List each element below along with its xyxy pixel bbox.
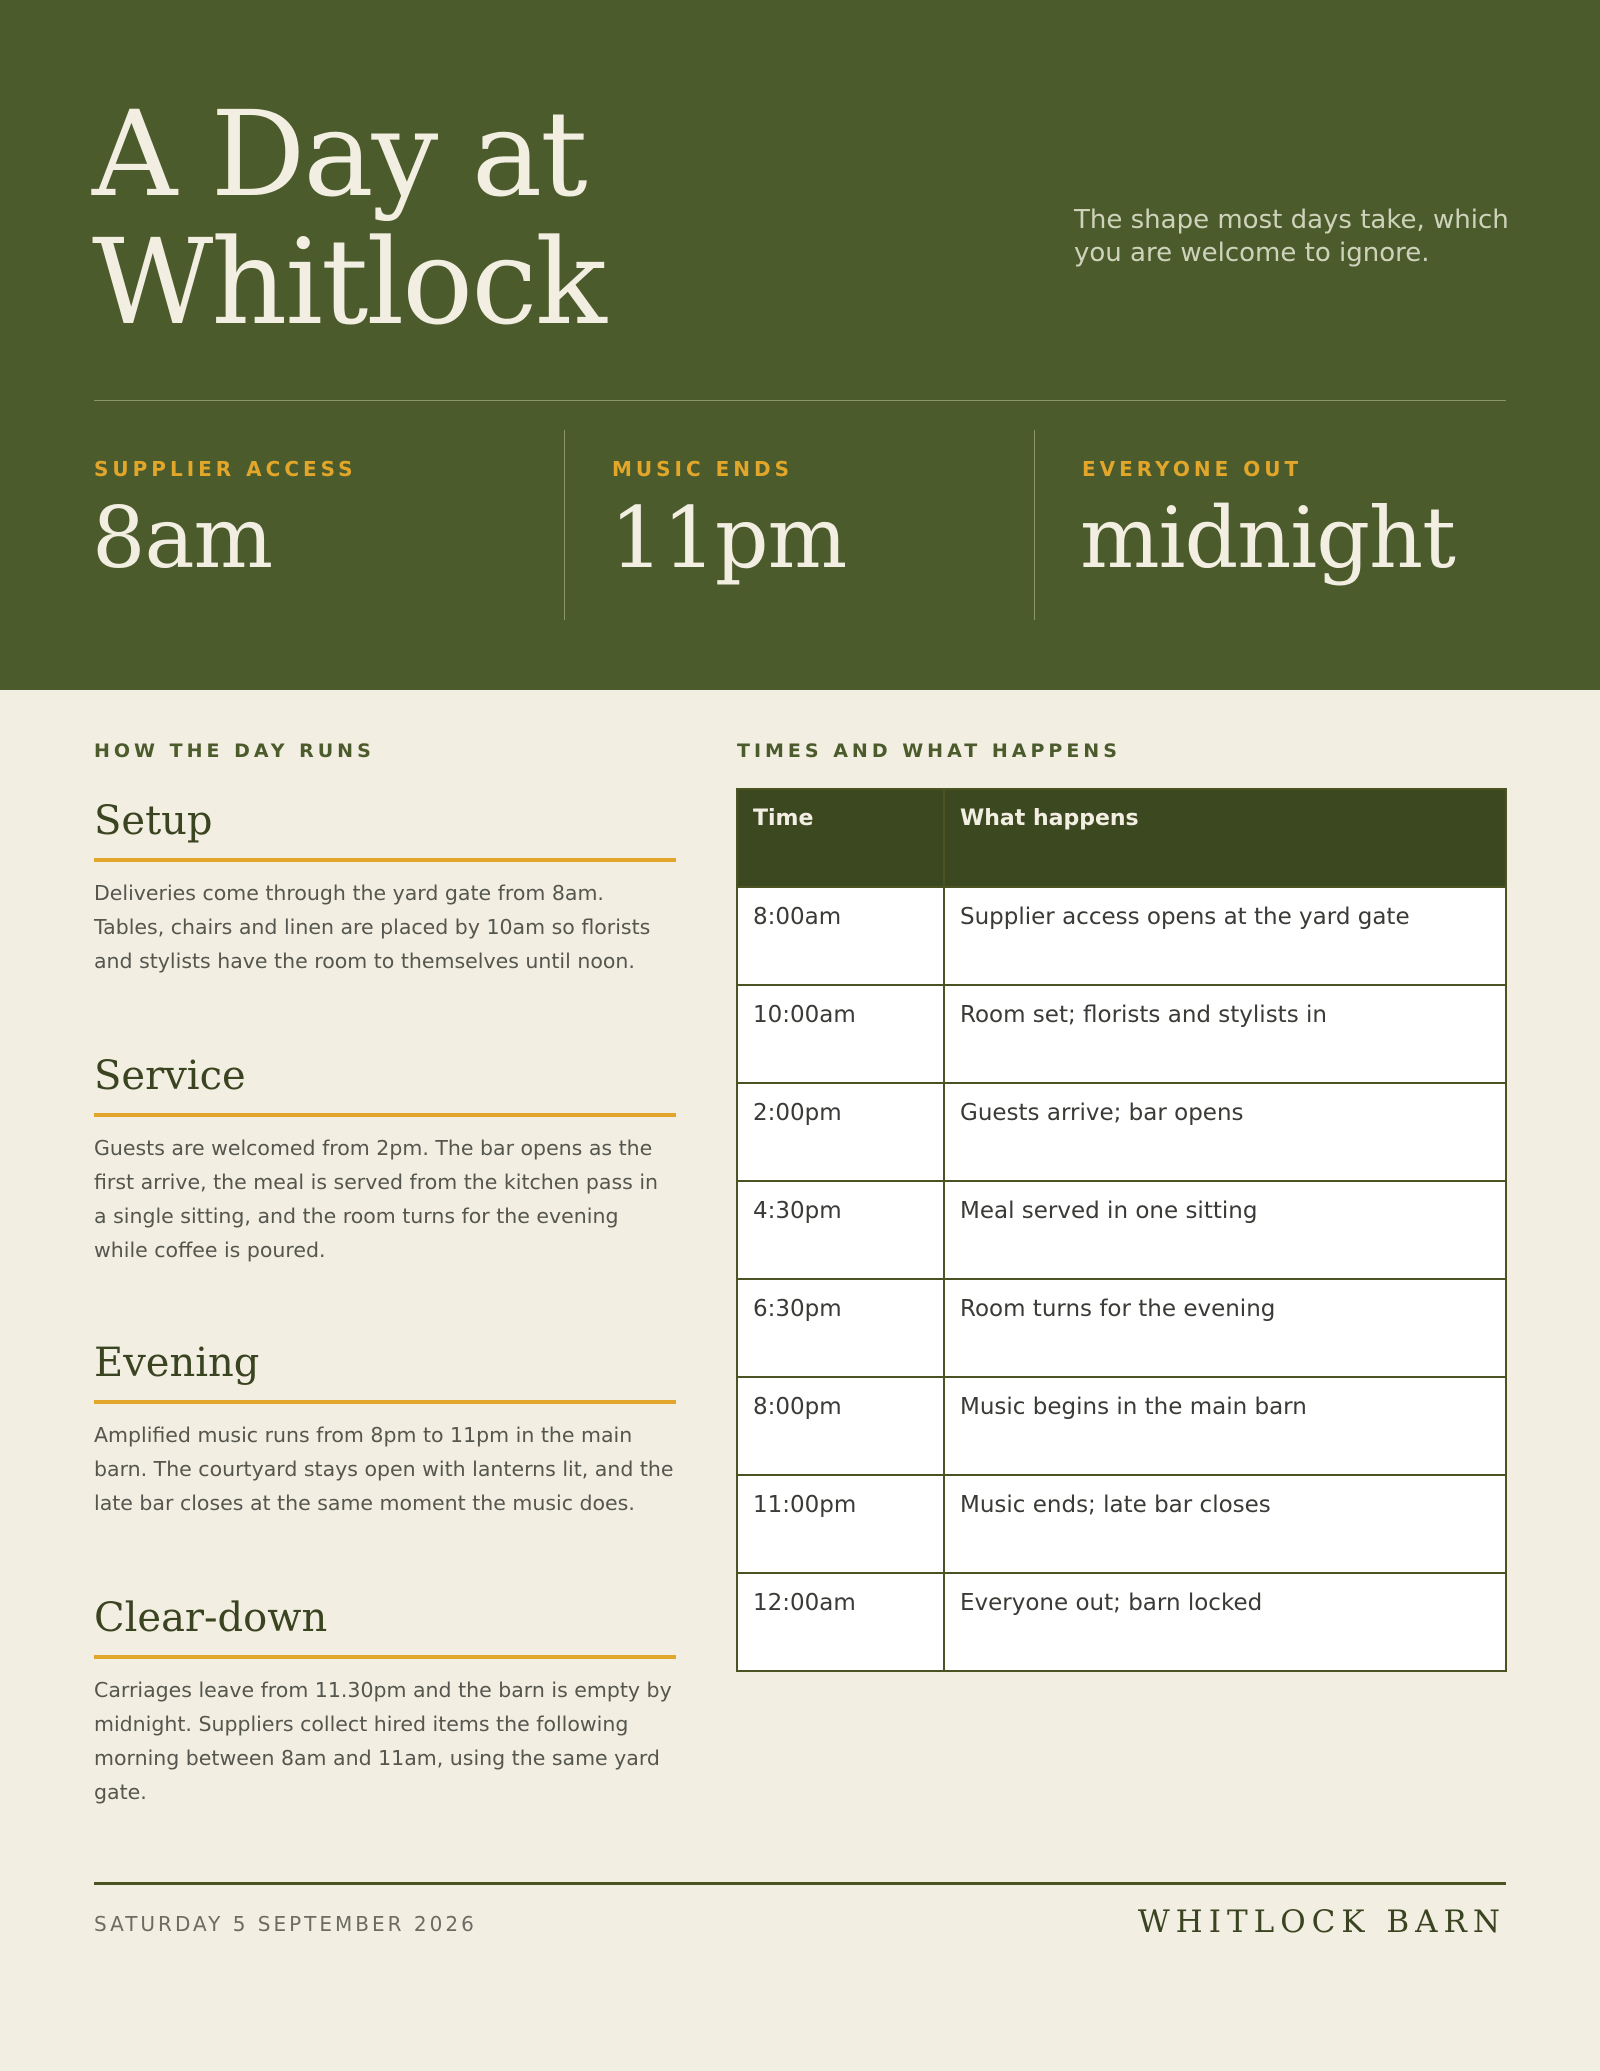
phase-title: Setup bbox=[94, 796, 676, 862]
stat-everyone-out bbox=[1082, 430, 1512, 620]
cell-event: Guests arrive; bar opens bbox=[944, 1083, 1506, 1181]
page-subtitle: The shape most days take, which you are welcome to ignore. bbox=[1074, 205, 1509, 268]
table-row bbox=[737, 1279, 1506, 1377]
cell-time: 11:00pm bbox=[737, 1475, 944, 1573]
cell-time: 8:00am bbox=[737, 887, 944, 985]
cell-event: Music begins in the main barn bbox=[944, 1377, 1506, 1475]
stat-supplier-access bbox=[94, 430, 534, 620]
stat-value: midnight bbox=[1080, 489, 1455, 587]
stat-music-ends bbox=[612, 430, 1032, 620]
table-header-row bbox=[737, 789, 1506, 887]
table-row bbox=[737, 1377, 1506, 1475]
cell-time: 6:30pm bbox=[737, 1279, 944, 1377]
phase-body: Deliveries come through the yard gate from 8am. Tables, chairs and linen are placed by 10am so florists and stylists have the room to themselves until noon. bbox=[94, 881, 651, 973]
phase-title: Evening bbox=[94, 1338, 676, 1404]
table-row bbox=[737, 1181, 1506, 1279]
table-row bbox=[737, 1475, 1506, 1573]
cell-event: Everyone out; barn locked bbox=[944, 1573, 1506, 1671]
page-title-line-1: A Day at bbox=[92, 85, 586, 223]
page-title-line-2: Whitlock bbox=[92, 213, 605, 351]
cell-time: 12:00am bbox=[737, 1573, 944, 1671]
cell-event: Music ends; late bar closes bbox=[944, 1475, 1506, 1573]
phase-setup bbox=[94, 796, 676, 978]
table-row bbox=[737, 1083, 1506, 1181]
stat-divider bbox=[564, 430, 565, 620]
footer-date: SATURDAY 5 SEPTEMBER 2026 bbox=[94, 1912, 477, 1936]
section-heading-times: TIMES AND WHAT HAPPENS bbox=[737, 740, 1121, 762]
table-row bbox=[737, 887, 1506, 985]
page-title bbox=[92, 85, 605, 351]
section-heading-how-the-day-runs: HOW THE DAY RUNS bbox=[94, 740, 375, 762]
phase-clear-down bbox=[94, 1593, 676, 1809]
phase-body: Guests are welcomed from 2pm. The bar opens as the first arrive, the meal is served from the kitchen pass in a single sitting, and the room turns for the evening while coffee is poured. bbox=[94, 1136, 659, 1262]
hero-banner bbox=[0, 0, 1600, 690]
cell-event: Meal served in one sitting bbox=[944, 1181, 1506, 1279]
phase-body: Carriages leave from 11.30pm and the barn is empty by midnight. Suppliers collect hired items the following morning between 8am and 11am, using the same yard gate. bbox=[94, 1678, 672, 1804]
stat-label: MUSIC ENDS bbox=[612, 457, 794, 481]
cell-time: 2:00pm bbox=[737, 1083, 944, 1181]
stat-label: SUPPLIER ACCESS bbox=[94, 457, 357, 481]
table-row bbox=[737, 985, 1506, 1083]
cell-event: Room turns for the evening bbox=[944, 1279, 1506, 1377]
stat-label: EVERYONE OUT bbox=[1082, 457, 1303, 481]
column-header-time: Time bbox=[737, 789, 944, 887]
schedule-table bbox=[736, 788, 1507, 1672]
phase-service bbox=[94, 1051, 676, 1267]
phase-evening bbox=[94, 1338, 676, 1520]
footer-brand: WHITLOCK BARN bbox=[1137, 1904, 1506, 1940]
footer-divider bbox=[94, 1882, 1506, 1885]
column-header-what-happens: What happens bbox=[944, 789, 1506, 887]
cell-time: 4:30pm bbox=[737, 1181, 944, 1279]
phase-title: Clear-down bbox=[94, 1593, 676, 1659]
cell-event: Room set; florists and stylists in bbox=[944, 985, 1506, 1083]
phase-body: Amplified music runs from 8pm to 11pm in the main barn. The courtyard stays open with lanterns lit, and the late bar closes at the same moment the music does. bbox=[94, 1423, 674, 1515]
stat-divider bbox=[1034, 430, 1035, 620]
table-row bbox=[737, 1573, 1506, 1671]
cell-event: Supplier access opens at the yard gate bbox=[944, 887, 1506, 985]
phase-title: Service bbox=[94, 1051, 676, 1117]
hero-divider bbox=[94, 400, 1506, 401]
stat-value: 8am bbox=[92, 489, 273, 587]
cell-time: 10:00am bbox=[737, 985, 944, 1083]
cell-time: 8:00pm bbox=[737, 1377, 944, 1475]
stat-value: 11pm bbox=[610, 489, 847, 587]
